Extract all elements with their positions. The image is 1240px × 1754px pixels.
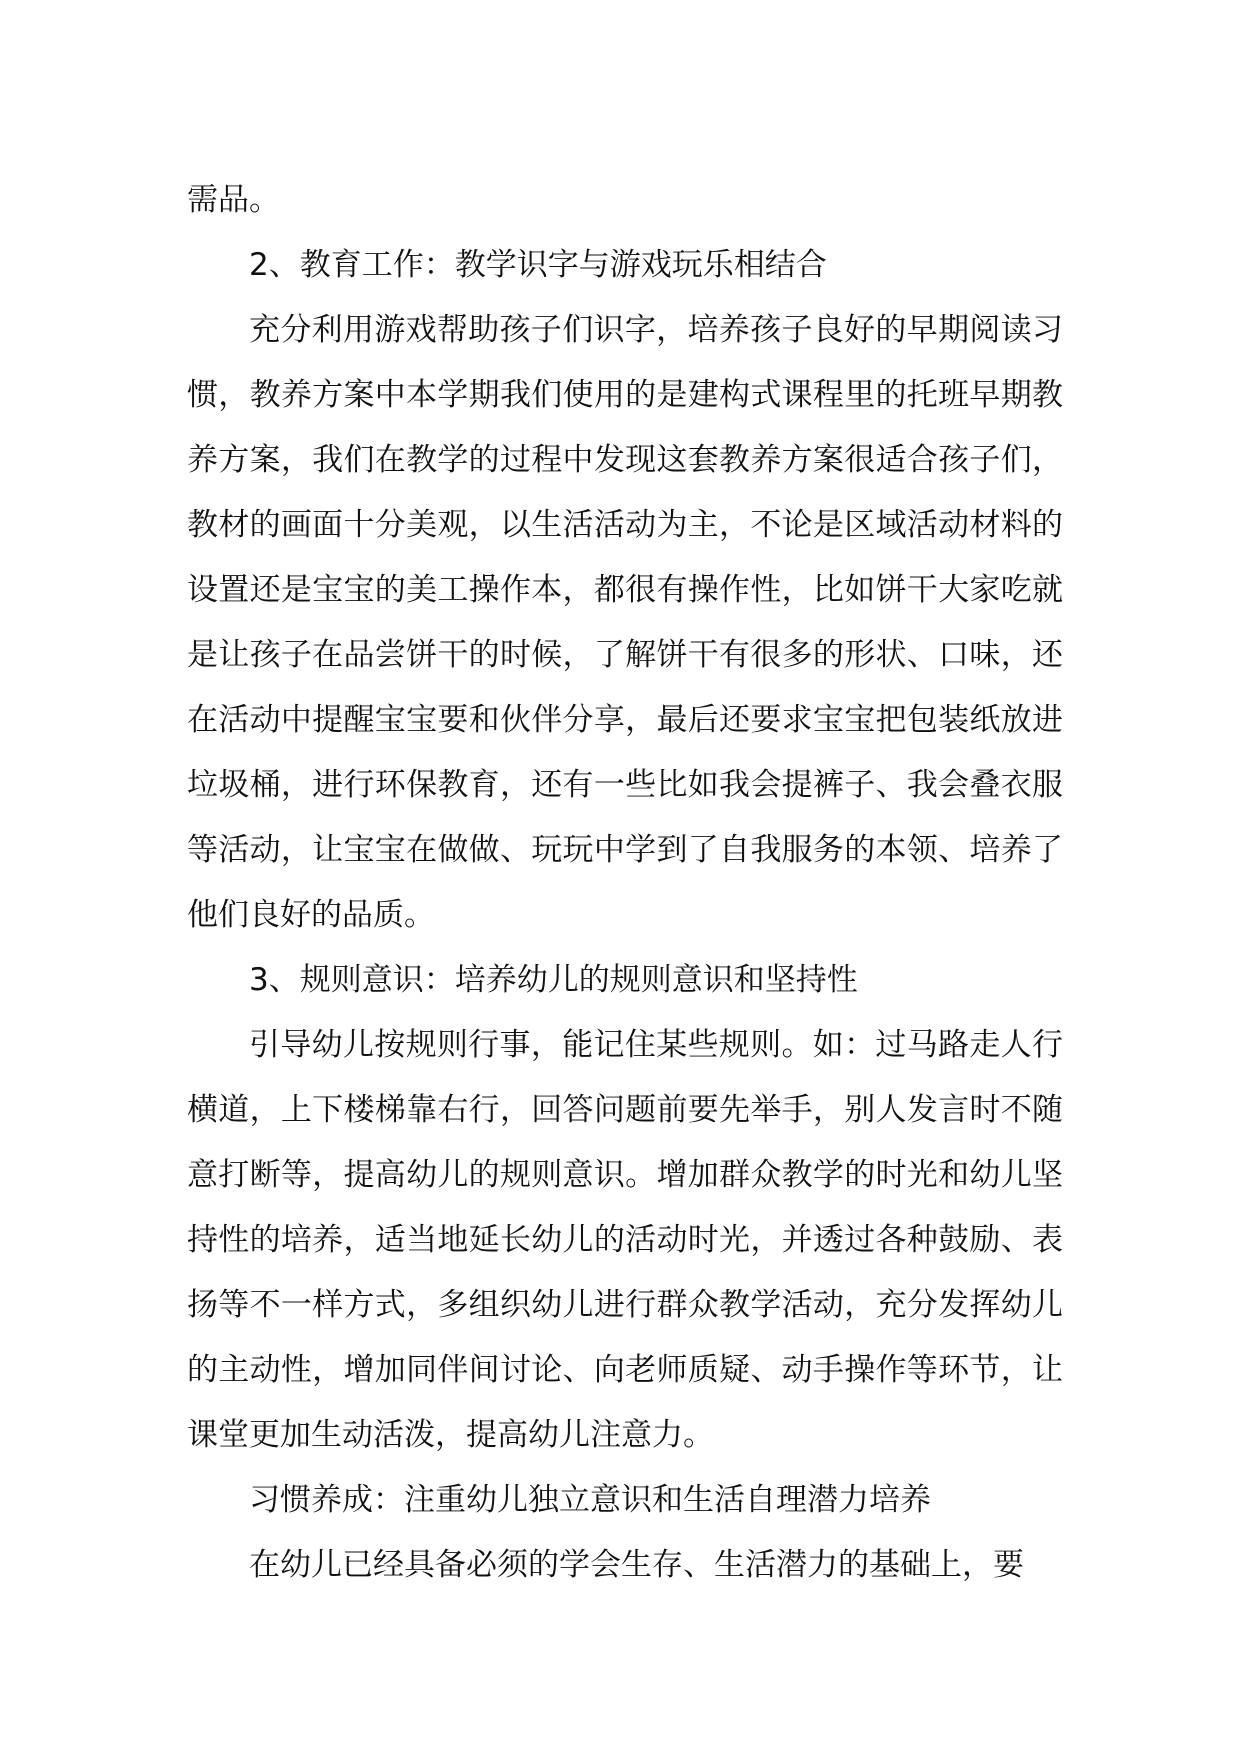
paragraph-habits-body: 在幼儿已经具备必须的学会生存、生活潜力的基础上，要 (249, 1547, 1024, 1583)
section-heading-education: 2、教育工作：教学识字与游戏玩乐相结合 (249, 247, 827, 283)
paragraph-rules-body: 引导幼儿按规则行事，能记住某些规则。如：过马路走人行横道，上下楼梯靠右行，回答问题前要先举手，别人发言时不随意打断等，提高幼儿的规则意识。增加群众教学的时光和幼儿坚持性的培养，适当地延长幼儿的活动时光，并透过各种鼓励、表扬等不一样方式，多组织幼儿进行群众教学活动，充分发挥幼儿的主动性，增加同伴间讨论、向老师质疑、动手操作等环节，让课堂更加生动活泼，提高幼儿注意力。 (187, 1027, 1063, 1453)
paragraph-education-body: 充分利用游戏帮助孩子们识字，培养孩子良好的早期阅读习惯，教养方案中本学期我们使用的是建构式课程里的托班早期教养方案，我们在教学的过程中发现这套教养方案很适合孩子们，教材的画面十分美观，以生活活动为主，不论是区域活动材料的设置还是宝宝的美工操作本，都很有操作性，比如饼干大家吃就是让孩子在品尝饼干的时候，了解饼干有很多的形状、口味，还在活动中提醒宝宝要和伙伴分享，最后还要求宝宝把包装纸放进垃圾桶，进行环保教育，还有一些比如我会提裤子、我会叠衣服等活动，让宝宝在做做、玩玩中学到了自我服务的本领、培养了他们良好的品质。 (187, 312, 1063, 933)
section-heading-habits: 习惯养成：注重幼儿独立意识和生活自理潜力培养 (249, 1482, 931, 1518)
section-heading-rules: 3、规则意识：培养幼儿的规则意识和坚持性 (249, 962, 858, 998)
document-body (187, 168, 1063, 1598)
paragraph-continuation: 需品。 (187, 182, 280, 218)
